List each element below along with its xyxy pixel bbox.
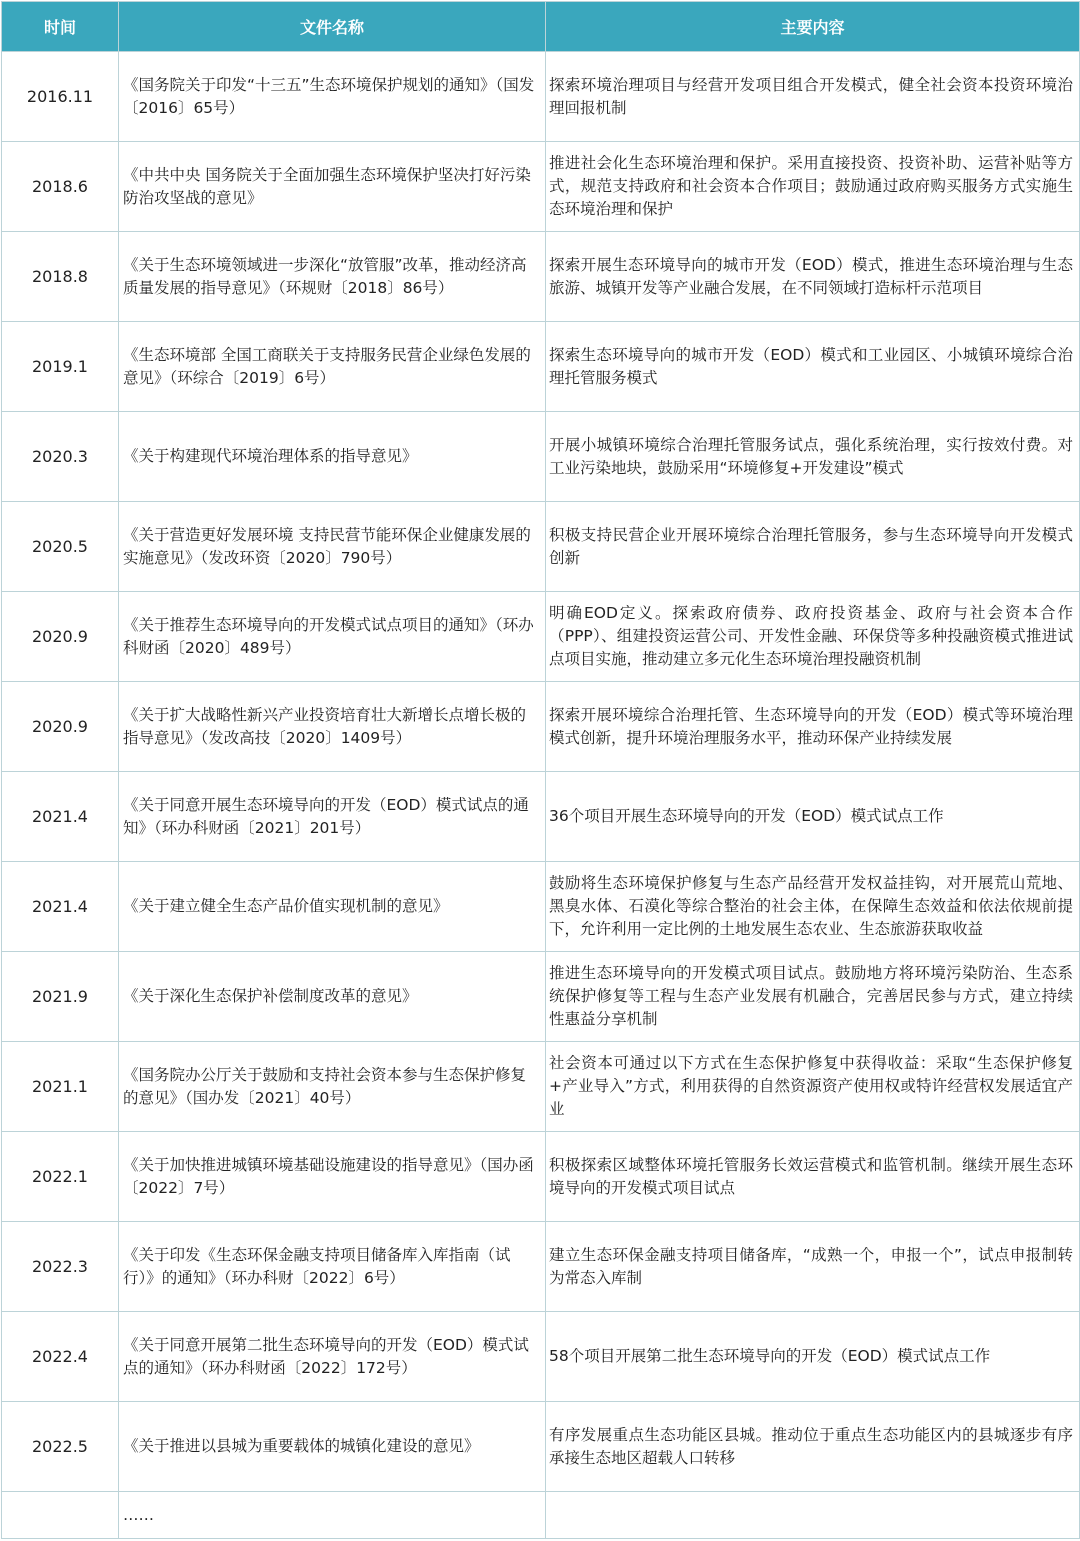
content-cell: 鼓励将生态环境保护修复与生态产品经营开发权益挂钩，对开展荒山荒地、黑臭水体、石漠化等综合整治的社会主体，在保障生态效益和依法依规前提下，允许利用一定比例的土地发展生态农业、生态旅游获取收益 (546, 862, 1080, 952)
name-cell: 《中共中央 国务院关于全面加强生态环境保护坚决打好污染防治攻坚战的意见》 (119, 142, 546, 232)
time-cell: 2021.4 (2, 772, 119, 862)
name-cell: 《关于生态环境领域进一步深化“放管服”改革，推动经济高质量发展的指导意见》（环规财〔2018〕86号） (119, 232, 546, 322)
name-cell: 《关于建立健全生态产品价值实现机制的意见》 (119, 862, 546, 952)
table-row (2, 502, 1080, 592)
content-cell: 58个项目开展第二批生态环境导向的开发（EOD）模式试点工作 (546, 1312, 1080, 1402)
content-cell: 推进生态环境导向的开发模式项目试点。鼓励地方将环境污染防治、生态系统保护修复等工程与生态产业发展有机融合，完善居民参与方式，建立持续性惠益分享机制 (546, 952, 1080, 1042)
table-row (2, 1222, 1080, 1312)
table-row (2, 142, 1080, 232)
content-cell: 积极探索区域整体环境托管服务长效运营模式和监管机制。继续开展生态环境导向的开发模式项目试点 (546, 1132, 1080, 1222)
time-cell: 2020.3 (2, 412, 119, 502)
time-cell: 2020.5 (2, 502, 119, 592)
table-row (2, 52, 1080, 142)
name-cell: …… (119, 1492, 546, 1539)
content-cell: 开展小城镇环境综合治理托管服务试点，强化系统治理，实行按效付费。对工业污染地块，鼓励采用“环境修复+开发建设”模式 (546, 412, 1080, 502)
table-row (2, 1312, 1080, 1402)
time-cell: 2022.1 (2, 1132, 119, 1222)
content-cell: 积极支持民营企业开展环境综合治理托管服务，参与生态环境导向开发模式创新 (546, 502, 1080, 592)
table-row (2, 772, 1080, 862)
table-row (2, 1132, 1080, 1222)
name-cell: 《关于同意开展第二批生态环境导向的开发（EOD）模式试点的通知》（环办科财函〔2022〕172号） (119, 1312, 546, 1402)
name-cell: 《国务院关于印发“十三五”生态环境保护规划的通知》（国发〔2016〕65号） (119, 52, 546, 142)
content-cell: 有序发展重点生态功能区县城。推动位于重点生态功能区内的县城逐步有序承接生态地区超载人口转移 (546, 1402, 1080, 1492)
name-cell: 《国务院办公厅关于鼓励和支持社会资本参与生态保护修复的意见》（国办发〔2021〕40号） (119, 1042, 546, 1132)
content-cell: 探索开展环境综合治理托管、生态环境导向的开发（EOD）模式等环境治理模式创新，提升环境治理服务水平，推动环保产业持续发展 (546, 682, 1080, 772)
table-row (2, 592, 1080, 682)
time-cell: 2021.1 (2, 1042, 119, 1132)
header-name: 文件名称 (119, 2, 546, 52)
time-cell (2, 1492, 119, 1539)
content-cell: 社会资本可通过以下方式在生态保护修复中获得收益：采取“生态保护修复+产业导入”方式，利用获得的自然资源资产使用权或特许经营权发展适宜产业 (546, 1042, 1080, 1132)
name-cell: 《生态环境部 全国工商联关于支持服务民营企业绿色发展的意见》（环综合〔2019〕6号） (119, 322, 546, 412)
time-cell: 2016.11 (2, 52, 119, 142)
name-cell: 《关于同意开展生态环境导向的开发（EOD）模式试点的通知》（环办科财函〔2021〕201号） (119, 772, 546, 862)
time-cell: 2020.9 (2, 592, 119, 682)
table-row (2, 322, 1080, 412)
table-row (2, 232, 1080, 322)
time-cell: 2020.9 (2, 682, 119, 772)
table-row (2, 1492, 1080, 1539)
time-cell: 2022.3 (2, 1222, 119, 1312)
header-time: 时间 (2, 2, 119, 52)
content-cell (546, 1492, 1080, 1539)
name-cell: 《关于深化生态保护补偿制度改革的意见》 (119, 952, 546, 1042)
time-cell: 2022.5 (2, 1402, 119, 1492)
table-row (2, 1042, 1080, 1132)
content-cell: 明确EOD定义。探索政府债券、政府投资基金、政府与社会资本合作（PPP）、组建投资运营公司、开发性金融、环保贷等多种投融资模式推进试点项目实施，推动建立多元化生态环境治理投融资机制 (546, 592, 1080, 682)
content-cell: 推进社会化生态环境治理和保护。采用直接投资、投资补助、运营补贴等方式，规范支持政府和社会资本合作项目；鼓励通过政府购买服务方式实施生态环境治理和保护 (546, 142, 1080, 232)
time-cell: 2022.4 (2, 1312, 119, 1402)
table-row (2, 952, 1080, 1042)
content-cell: 探索生态环境导向的城市开发（EOD）模式和工业园区、小城镇环境综合治理托管服务模式 (546, 322, 1080, 412)
content-cell: 36个项目开展生态环境导向的开发（EOD）模式试点工作 (546, 772, 1080, 862)
time-cell: 2018.6 (2, 142, 119, 232)
content-cell: 探索开展生态环境导向的城市开发（EOD）模式，推进生态环境治理与生态旅游、城镇开发等产业融合发展，在不同领域打造标杆示范项目 (546, 232, 1080, 322)
table-row (2, 862, 1080, 952)
content-cell: 建立生态环保金融支持项目储备库，“成熟一个，申报一个”，试点申报制转为常态入库制 (546, 1222, 1080, 1312)
header-content: 主要内容 (546, 2, 1080, 52)
policy-table (1, 1, 1080, 1539)
name-cell: 《关于推进以县城为重要载体的城镇化建设的意见》 (119, 1402, 546, 1492)
name-cell: 《关于构建现代环境治理体系的指导意见》 (119, 412, 546, 502)
name-cell: 《关于推荐生态环境导向的开发模式试点项目的通知》（环办科财函〔2020〕489号） (119, 592, 546, 682)
table-row (2, 1402, 1080, 1492)
time-cell: 2021.9 (2, 952, 119, 1042)
name-cell: 《关于印发《生态环保金融支持项目储备库入库指南（试行）》的通知》（环办科财〔2022〕6号） (119, 1222, 546, 1312)
time-cell: 2019.1 (2, 322, 119, 412)
name-cell: 《关于扩大战略性新兴产业投资培育壮大新增长点增长极的指导意见》（发改高技〔2020〕1409号） (119, 682, 546, 772)
header-row (2, 2, 1080, 52)
table-row (2, 682, 1080, 772)
name-cell: 《关于加快推进城镇环境基础设施建设的指导意见》（国办函〔2022〕7号） (119, 1132, 546, 1222)
time-cell: 2018.8 (2, 232, 119, 322)
time-cell: 2021.4 (2, 862, 119, 952)
name-cell: 《关于营造更好发展环境 支持民营节能环保企业健康发展的实施意见》（发改环资〔2020〕790号） (119, 502, 546, 592)
table-row (2, 412, 1080, 502)
content-cell: 探索环境治理项目与经营开发项目组合开发模式，健全社会资本投资环境治理回报机制 (546, 52, 1080, 142)
